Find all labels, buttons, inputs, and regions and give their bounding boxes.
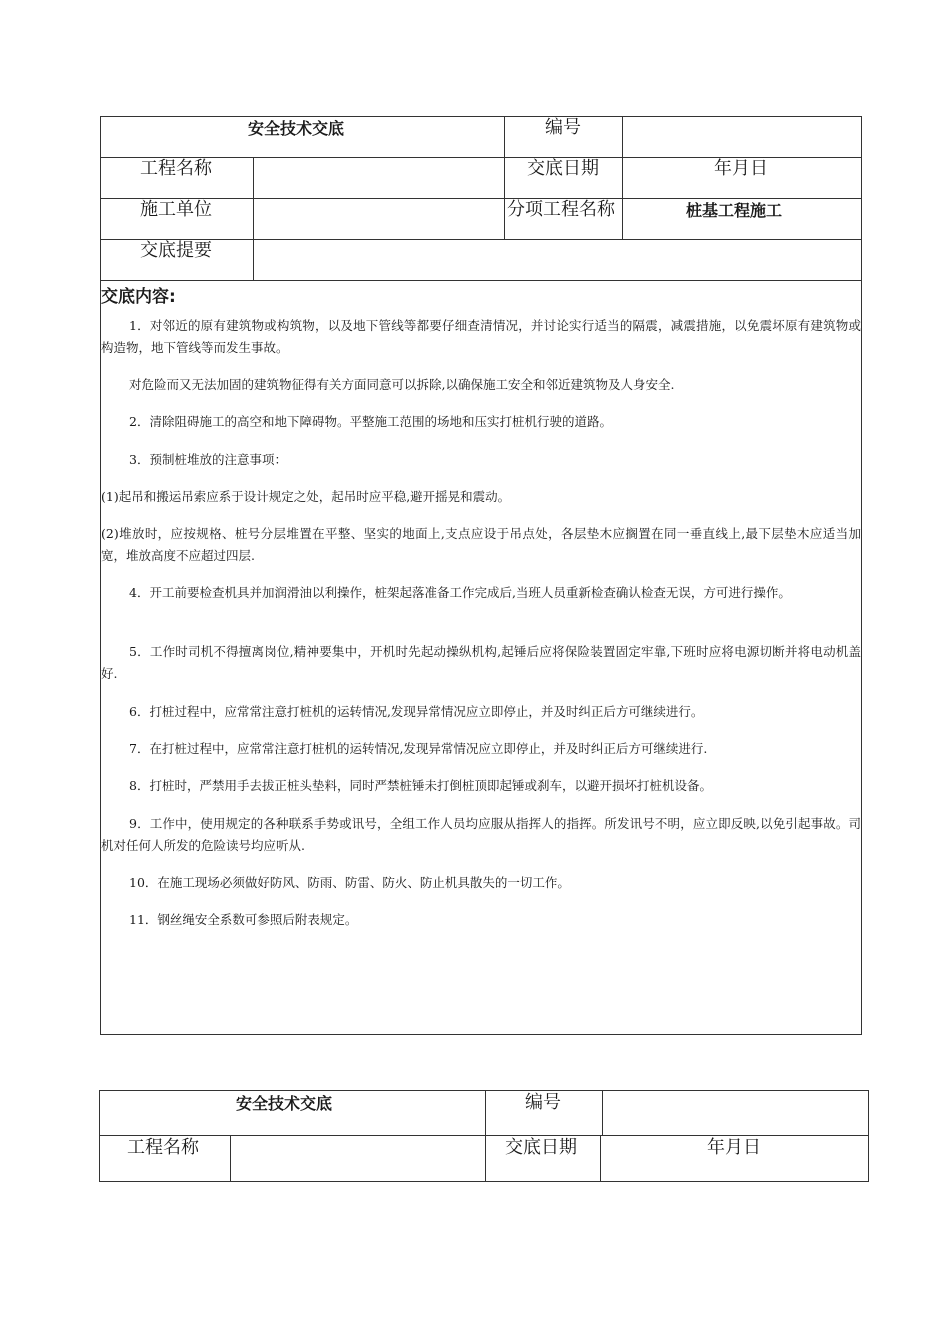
content-paragraph: 8．打桩时，严禁用手去拔正桩头垫料，同时严禁桩锤未打倒桩顶即起锤或刹车，以避开损坏打桩机设备。 (129, 778, 712, 793)
form2-code-field[interactable] (603, 1091, 868, 1135)
form1-unit-field[interactable] (254, 199, 504, 239)
form2-date-value[interactable]: 年月日 (707, 1137, 761, 1158)
form1-project-field[interactable] (254, 158, 504, 198)
form2-title: 安全技术交底 (236, 1094, 333, 1113)
content-paragraph: 对危险而又无法加固的建筑物征得有关方面同意可以拆除,以确保施工安全和邻近建筑物及人身安全. (129, 377, 675, 392)
form2-project-field[interactable] (231, 1136, 485, 1182)
content-paragraph: (2)堆放时，应按规格、桩号分层堆置在平整、坚实的地面上,支点应设于吊点处，各层垫木应搁置在同一垂直线上,最下层垫木应适当加宽，堆放高度不应超过四层. (101, 526, 861, 563)
content-paragraph: 5．工作时司机不得擅离岗位,精神要集中，开机时先起动操纵机构,起锤后应将保险装置固定牢靠,下班时应将电源切断并将电动机盖好. (101, 644, 861, 681)
form1-code-label: 编号 (545, 117, 581, 138)
form2-code-label: 编号 (525, 1092, 561, 1113)
form2-col-divider (600, 1135, 601, 1182)
form1-date-value[interactable]: 年月日 (714, 158, 768, 179)
content-paragraph: 10．在施工现场必须做好防风、防雨、防雷、防火、防止机具散失的一切工作。 (129, 875, 570, 890)
form2-project-label: 工程名称 (127, 1137, 199, 1158)
form2-date-label: 交底日期 (505, 1137, 577, 1158)
form1-col-divider (504, 116, 505, 239)
content-paragraph: 11．钢丝绳安全系数可参照后附表规定。 (129, 912, 358, 927)
form1-row-divider (100, 280, 862, 281)
content-paragraph: 7．在打桩过程中，应常常注意打桩机的运转情况,发现异常情况应立即停止，并及时纠正后方可继续进行. (129, 741, 708, 756)
form1-subproject-value[interactable]: 桩基工程施工 (686, 201, 783, 220)
form1-subproject-label: 分项工程名称 (507, 199, 615, 220)
form1-date-label: 交底日期 (527, 158, 599, 179)
form1-title: 安全技术交底 (248, 119, 345, 138)
content-paragraph: 6．打桩过程中，应常常注意打桩机的运转情况,发现异常情况应立即停止，并及时纠正后方可继续进行。 (129, 704, 704, 719)
content-paragraph: 3．预制桩堆放的注意事项： (129, 452, 287, 467)
form1-project-label: 工程名称 (140, 158, 212, 179)
form1-code-field[interactable] (623, 117, 861, 157)
form1-summary-field[interactable] (254, 240, 861, 280)
content-paragraph: (1)起吊和搬运吊索应系于设计规定之处，起吊时应平稳,避开摇晃和震动。 (101, 489, 511, 504)
content-paragraph: 2．清除阻碍施工的高空和地下障碍物。平整施工范围的场地和压实打桩机行驶的道路。 (129, 414, 612, 429)
content-paragraph: 4．开工前要检查机具并加润滑油以利操作，桩架起落准备工作完成后,当班人员重新检查确认检查无误，方可进行操作。 (129, 585, 791, 600)
content-title: 交底内容: (101, 287, 176, 307)
content-paragraph: 9．工作中，使用规定的各种联系手势或讯号，全组工作人员均应服从指挥人的指挥。所发讯号不明，应立即反映,以免引起事故。司机对任何人所发的危险读号均应听从. (101, 816, 861, 853)
form1-summary-label: 交底提要 (140, 240, 212, 261)
form2-col-divider (485, 1090, 486, 1182)
form1-unit-label: 施工单位 (140, 199, 212, 220)
content-paragraph: 1．对邻近的原有建筑物或构筑物，以及地下管线等都要仔细查清情况，并讨论实行适当的隔震，减震措施，以免震坏原有建筑物或构造物，地下管线等而发生事故。 (101, 318, 861, 355)
